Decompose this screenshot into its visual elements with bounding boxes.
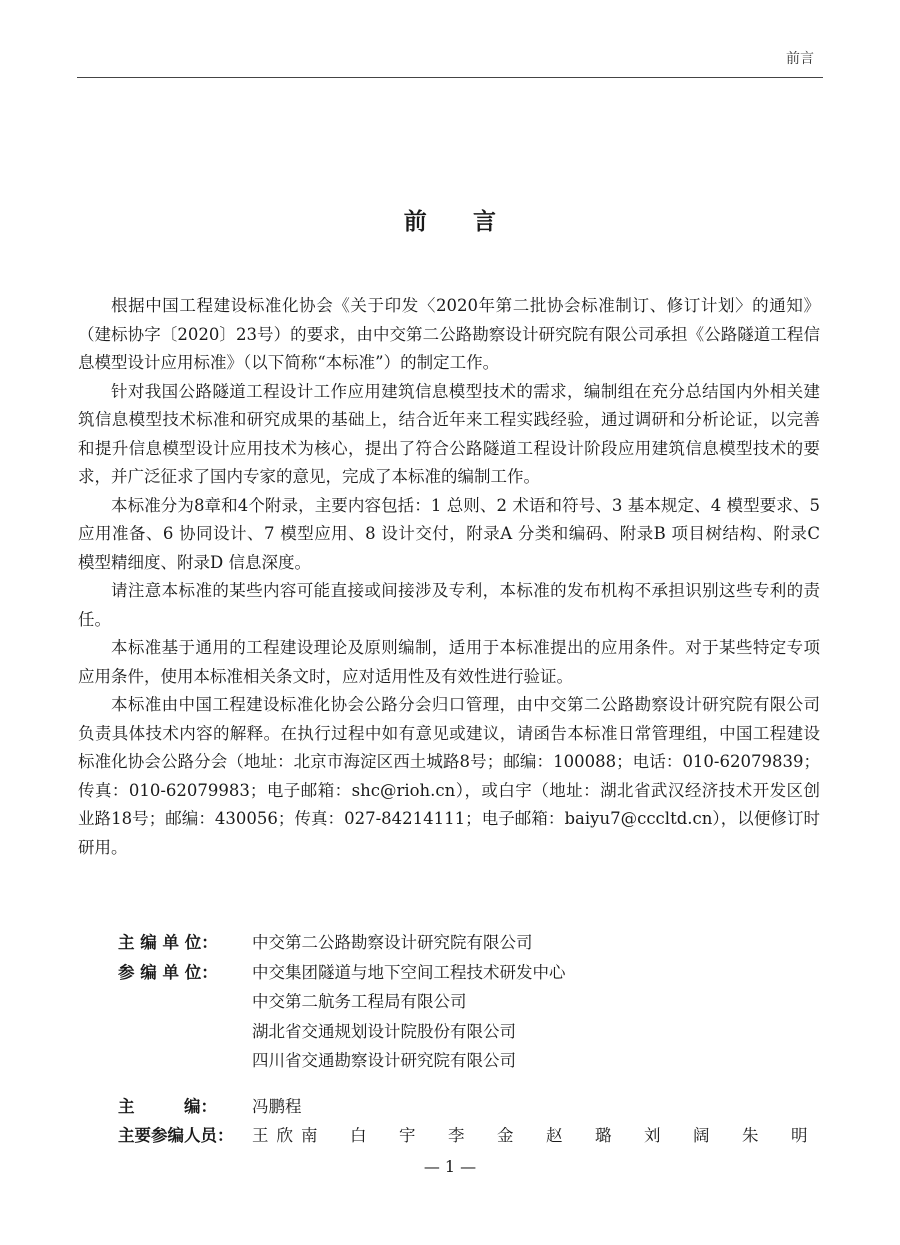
participating-unit: 四川省交通勘察设计研究院有限公司 <box>252 1051 516 1070</box>
page-title-part-1: 前 <box>403 208 427 235</box>
paragraph-management-contact: 本标准由中国工程建设标准化协会公路分会归口管理，由中交第二公路勘察设计研究院有限公司负责具体技术内容的解释。在执行过程中如有意见或建议，请函告本标准日常管理组，中国工程建设标准化协会公路分会（地址：北京市海淀区西土城路8号；邮编：100088；电话：010-62079839；传真：010-62079983；电子邮箱：shc@rioh.cn），或白宇（地址：湖北省武汉经济技术开发区创业路18号；邮编：430056；传真：027-84214111；电子邮箱：baiyu7@cccltd.cn），以便修订时研用。 <box>78 695 820 857</box>
page-title <box>0 203 900 236</box>
participating-unit: 中交集团隧道与地下空间工程技术研发中心 <box>252 962 566 982</box>
preface-body <box>78 292 820 862</box>
credits-block <box>118 928 818 1151</box>
main-participants-values <box>252 1121 818 1151</box>
main-participants-value: 王欣南 白 宇 李 金 赵 璐 刘 阔 朱 明 <box>252 1126 816 1145</box>
paragraph-patent-notice: 请注意本标准的某些内容可能直接或间接涉及专利，本标准的发布机构不承担识别这些专利的责任。 <box>78 581 820 629</box>
page-number: — 1 — <box>423 1157 477 1176</box>
participating-unit: 中交第二航务工程局有限公司 <box>252 992 467 1011</box>
credit-row-chief-unit <box>118 928 818 958</box>
participating-unit: 湖北省交通规划设计院股份有限公司 <box>252 1021 516 1041</box>
chief-unit-label: 主 编 单 位： <box>118 933 218 952</box>
page-title-part-2: 言 <box>473 208 497 235</box>
credit-row-participating-units <box>118 958 818 1076</box>
paragraph-applicability: 本标准基于通用的工程建设理论及原则编制，适用于本标准提出的应用条件。对于某些特定专项应用条件，使用本标准相关条文时，应对适用性及有效性进行验证。 <box>78 638 820 686</box>
paragraph-contents: 本标准分为8章和4个附录，主要内容包括：1 总则、2 术语和符号、3 基本规定、4 模型要求、5 应用准备、6 协同设计、7 模型应用、8 设计交付，附录A 分类和编码、附录B 项目树结构、附录C 模型精细度、附录D 信息深度。 <box>78 495 820 572</box>
chief-editor-label: 主 编： <box>118 1096 217 1116</box>
paragraph-background: 针对我国公路隧道工程设计工作应用建筑信息模型技术的需求，编制组在充分总结国内外相关建筑信息模型技术标准和研究成果的基础上，结合近年来工程实践经验，通过调研和分析论证，以完善和提升信息模型设计应用技术为核心，提出了符合公路隧道工程设计阶段应用建筑信息模型技术的要求，并广泛征求了国内专家的意见，完成了本标准的编制工作。 <box>78 381 820 486</box>
main-participants-label: 主要参编人员： <box>118 1126 234 1145</box>
credit-row-main-participants <box>118 1121 818 1151</box>
participating-units-values <box>252 958 818 1076</box>
header-rule <box>77 77 823 78</box>
credits-spacer <box>118 1076 818 1092</box>
chief-unit-values <box>252 928 818 958</box>
credit-row-chief-editor <box>118 1092 818 1122</box>
paragraph-basis: 根据中国工程建设标准化协会《关于印发〈2020年第二批协会标准制订、修订计划〉的通知》（建标协字〔2020〕23号）的要求，由中交第二公路勘察设计研究院有限公司承担《公路隧道工程信息模型设计应用标准》（以下简称“本标准”）的制定工作。 <box>78 296 820 372</box>
participating-units-label: 参 编 单 位： <box>118 962 218 982</box>
running-header: 前言 <box>786 51 814 67</box>
chief-unit-value: 中交第二公路勘察设计研究院有限公司 <box>252 933 533 952</box>
chief-editor-values <box>252 1092 818 1122</box>
chief-editor-value: 冯鹏程 <box>252 1096 302 1116</box>
